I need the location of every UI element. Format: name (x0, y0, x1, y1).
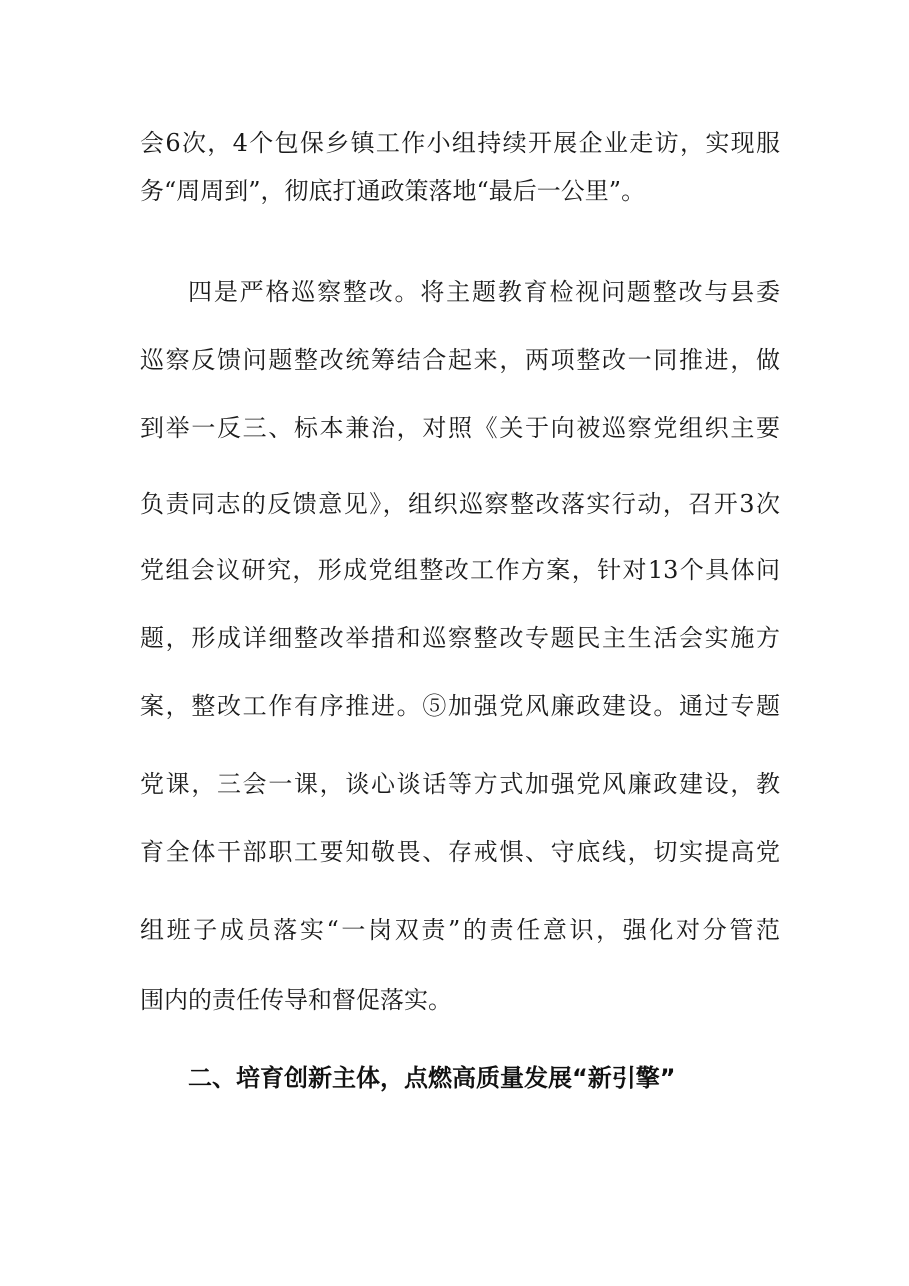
paragraph-line: 负责同志的反馈意见》，组织巡察整改落实行动，召开3次 (140, 490, 780, 518)
paragraph-line: 党课，三会一课，谈心谈话等方式加强党风廉政建设，教 (140, 770, 780, 798)
paragraph-line: 育全体干部职工要知敬畏、存戒惧、守底线，切实提高党 (140, 838, 780, 866)
paragraph-line: 会6次，4个包保乡镇工作小组持续开展企业走访，实现服 (140, 129, 780, 157)
paragraph-line: 务“周周到”，彻底打通政策落地“最后一公里”。 (140, 177, 646, 205)
paragraph-line: 党组会议研究，形成党组整改工作方案，针对13个具体问 (140, 556, 780, 584)
paragraph-line: 案，整改工作有序推进。⑤加强党风廉政建设。通过专题 (140, 692, 780, 720)
paragraph-line: 巡察反馈问题整改统筹结合起来，两项整改一同推进，做 (140, 346, 780, 374)
section-heading: 二、培育创新主体，点燃高质量发展“新引擎” (188, 1064, 676, 1092)
paragraph-line: 题，形成详细整改举措和巡察整改专题民主生活会实施方 (140, 624, 780, 652)
paragraph-line: 组班子成员落实“一岗双责”的责任意识，强化对分管范 (140, 916, 780, 944)
paragraph-line: 围内的责任传导和督促落实。 (140, 986, 452, 1014)
paragraph-line: 到举一反三、标本兼治，对照《关于向被巡察党组织主要 (140, 414, 780, 442)
paragraph-line: 四是严格巡察整改。将主题教育检视问题整改与县委 (188, 278, 780, 306)
